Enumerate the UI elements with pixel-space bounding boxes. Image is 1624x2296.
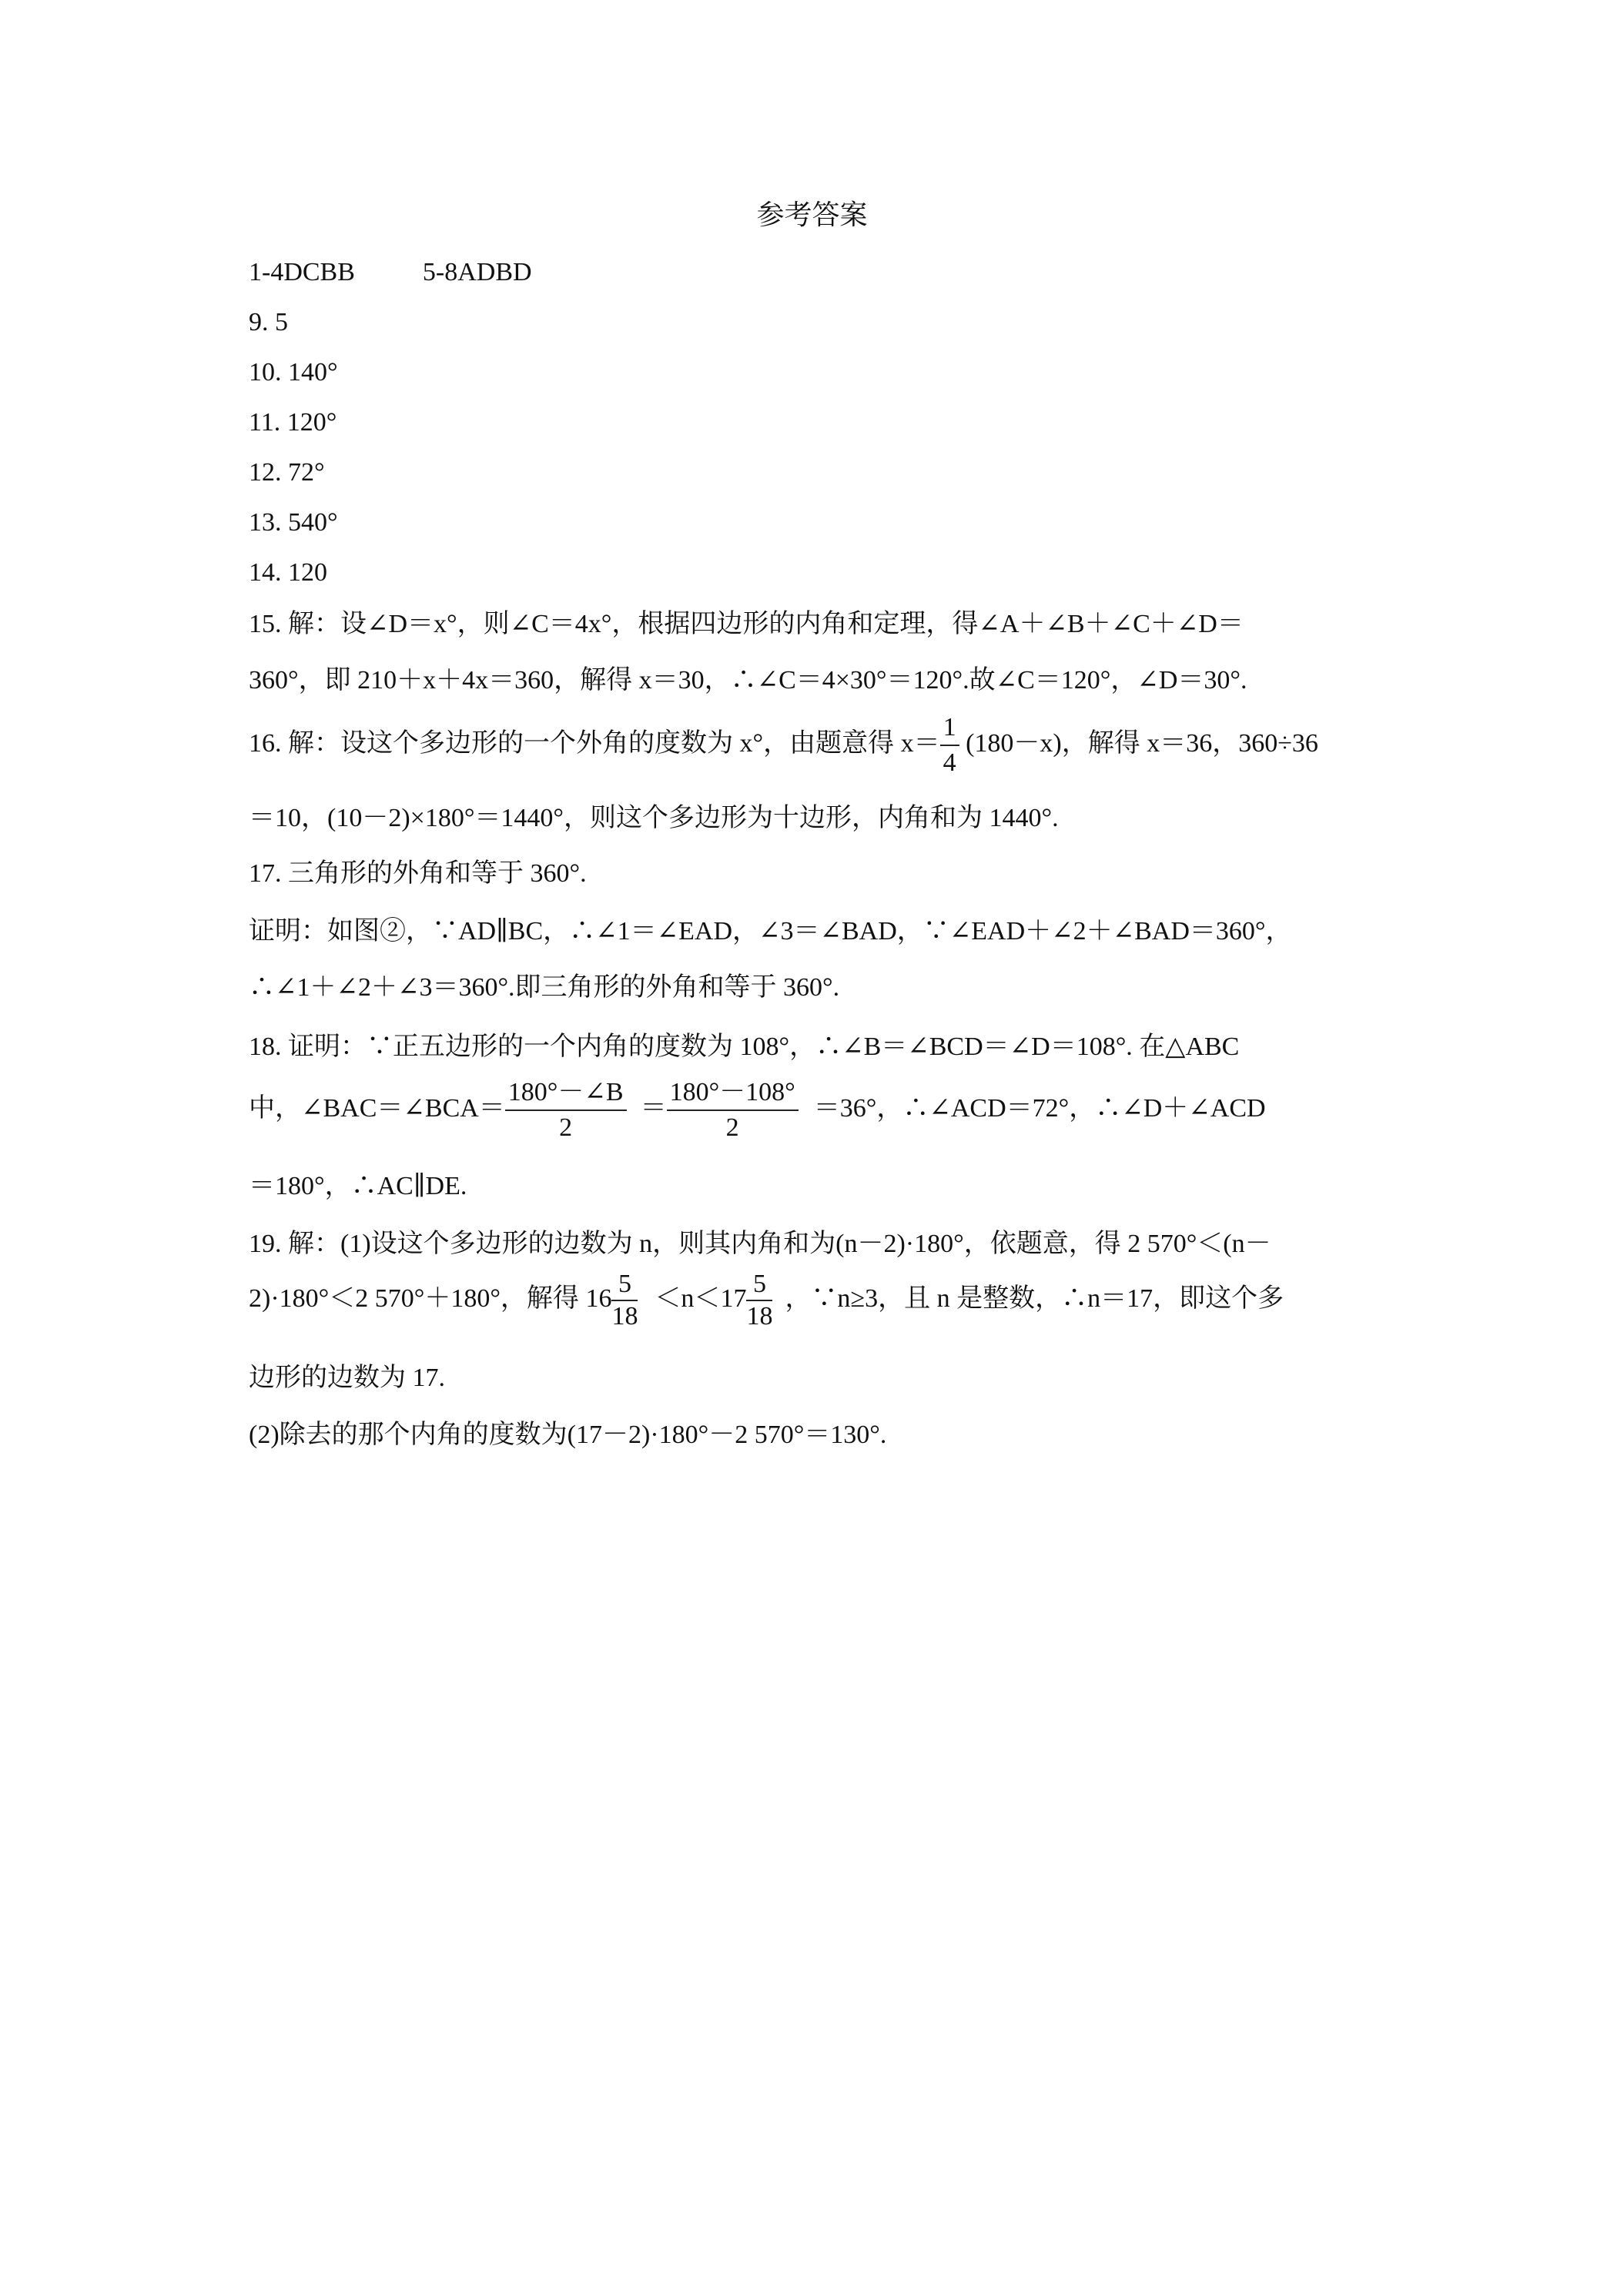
answer-11: 11. 120° [249, 408, 337, 437]
answer-19-text-a: 2)·180°＜2 570°＋180°，解得 [249, 1284, 586, 1313]
mc-answers [249, 253, 532, 293]
answer-19-line-2 [249, 1269, 1284, 1332]
answer-17-line-2: 证明：如图②，∵AD∥BC，∴∠1＝∠EAD，∠3＝∠BAD，∵∠EAD＋∠2＋∠BAD＝360°， [249, 917, 1292, 946]
mc-answers-1-4: 1-4DCBB [249, 258, 355, 286]
answer-17-line-1: 17. 三角形的外角和等于 360°. [249, 859, 587, 888]
fraction-5-18-b [746, 1269, 772, 1332]
answer-18-line-2 [249, 1076, 1266, 1145]
answer-16-text-b: (180－x)，解得 x＝36，360÷36 [959, 728, 1318, 758]
fraction-numerator: 5 [746, 1269, 772, 1301]
equals-sign: ＝ [640, 1093, 667, 1123]
answer-13: 13. 540° [249, 508, 338, 537]
answer-12: 12. 72° [249, 458, 325, 487]
answer-19-line-4: (2)除去的那个内角的度数为(17－2)·180°－2 570°＝130°. [249, 1421, 887, 1449]
fraction-numerator: 180°－∠B [505, 1076, 627, 1111]
fraction-numerator: 5 [611, 1269, 638, 1301]
page-title: 参考答案 [756, 199, 868, 230]
answer-18-text-b: ＝36°，∴∠ACD＝72°，∴∠D＋∠ACD [813, 1093, 1266, 1123]
answer-9: 9. 5 [249, 308, 288, 336]
answer-15-line-1: 15. 解：设∠D＝x°，则∠C＝4x°，根据四边形的内角和定理，得∠A＋∠B＋∠C＋∠D＝ [249, 610, 1244, 638]
fraction-one-quarter [940, 711, 959, 780]
fraction-denominator: 4 [943, 748, 956, 777]
answer-18-text-a: 中，∠BAC＝∠BCA＝ [249, 1093, 505, 1123]
fraction-denominator: 18 [746, 1302, 773, 1330]
answer-16-text-a: 16. 解：设这个多边形的一个外角的度数为 x°，由题意得 x＝ [249, 728, 940, 758]
answer-18-line-1: 18. 证明：∵正五边形的一个内角的度数为 108°，∴∠B＝∠BCD＝∠D＝108°. 在△ABC [249, 1033, 1240, 1061]
answer-19-line-1: 19. 解：(1)设这个多边形的边数为 n，则其内角和为(n－2)·180°，依题意，得 2 570°＜(n－ [249, 1230, 1271, 1258]
answer-16-line-2: ＝10，(10－2)×180°＝1440°，则这个多边形为十边形，内角和为 1440°. [249, 804, 1059, 832]
answer-16-line-1 [249, 711, 1318, 780]
answer-18-line-3: ＝180°，∴AC∥DE. [249, 1172, 467, 1200]
fraction-108 [667, 1076, 799, 1145]
mixed-whole-2: 17 [720, 1284, 747, 1313]
fraction-denominator: 18 [611, 1302, 638, 1330]
fraction-numerator: 180°－108° [667, 1076, 799, 1111]
answer-15-line-2: 360°，即 210＋x＋4x＝360，解得 x＝30，∴∠C＝4×30°＝120°.故∠C＝120°，∠D＝30°. [249, 666, 1247, 694]
answer-19-text-b: ，∵n≥3，且 n 是整数，∴n＝17，即这个多 [785, 1284, 1284, 1313]
answer-17-line-3: ∴∠1＋∠2＋∠3＝360°.即三角形的外角和等于 360°. [249, 973, 840, 1002]
mixed-whole-1: 16 [585, 1284, 612, 1313]
inequality-text: ＜n＜ [655, 1284, 721, 1313]
answer-19-line-3: 边形的边数为 17. [249, 1364, 445, 1392]
fraction-angle-b [505, 1076, 627, 1145]
fraction-denominator: 2 [725, 1113, 739, 1142]
fraction-numerator: 1 [940, 711, 959, 746]
fraction-denominator: 2 [559, 1113, 573, 1142]
fraction-5-18-a [611, 1269, 638, 1332]
mc-answers-5-8: 5-8ADBD [422, 258, 532, 286]
answer-10: 10. 140° [249, 358, 338, 387]
answer-14: 14. 120 [249, 558, 327, 587]
